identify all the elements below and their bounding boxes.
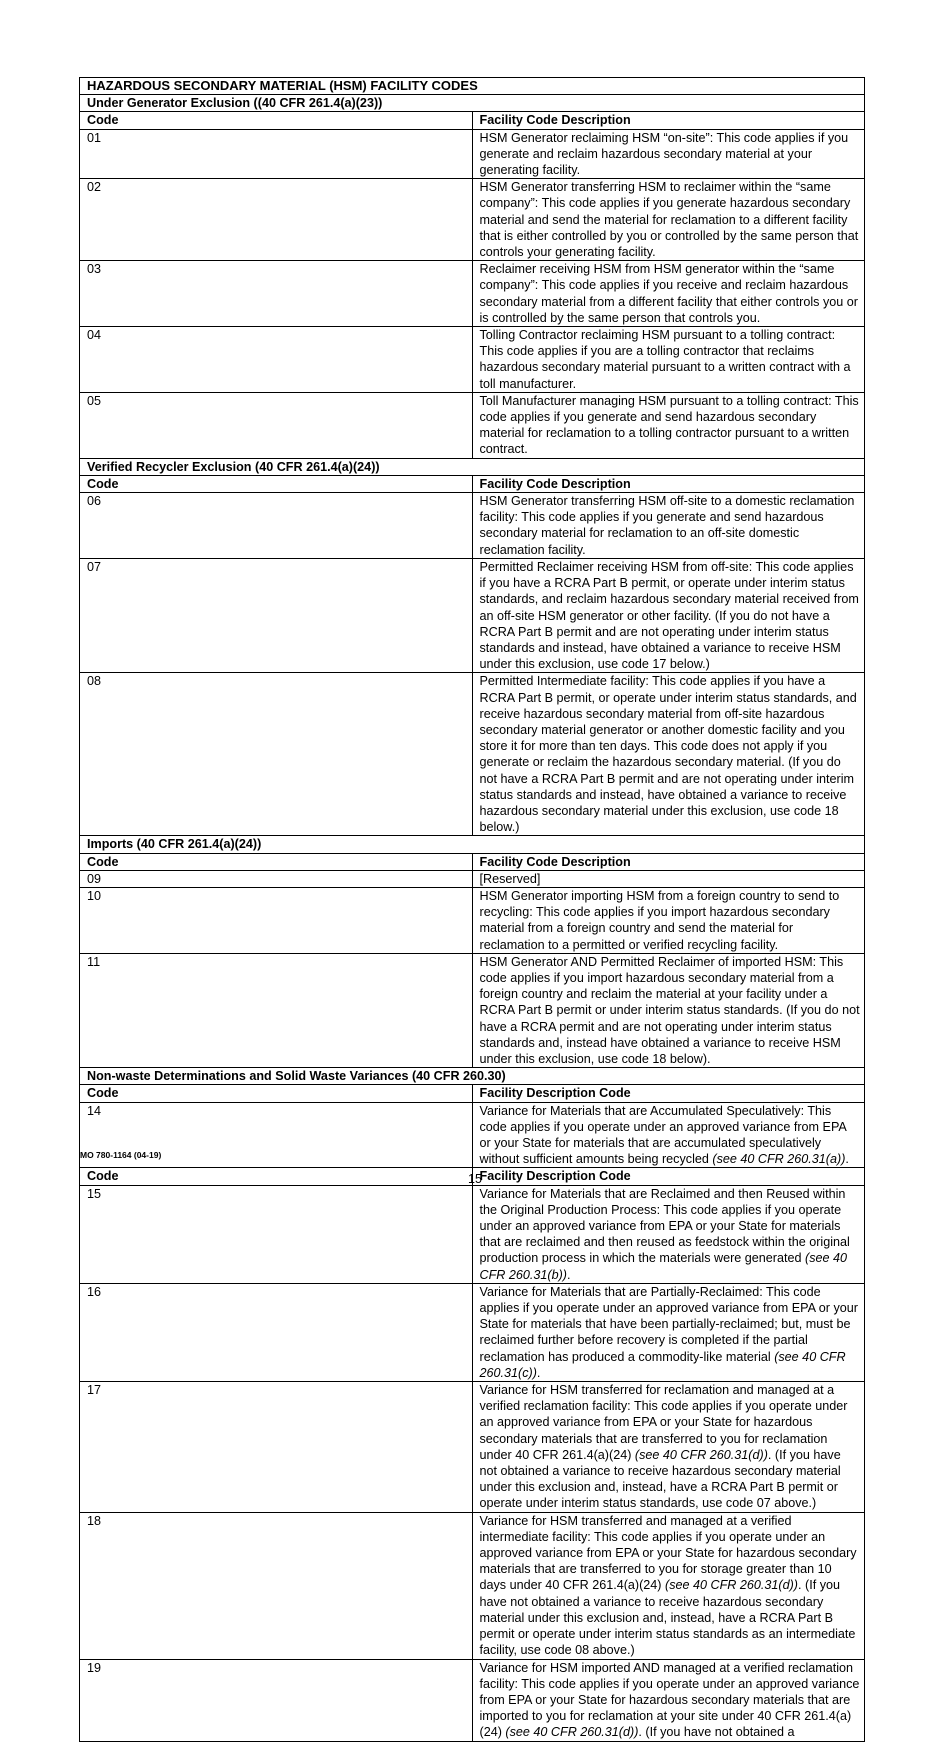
facility-description [472,1102,865,1168]
facility-code: 04 [80,327,473,393]
cfr-citation: (see 40 CFR 260.31(a)) [712,1152,846,1167]
description-column-header: Facility Code Description [472,475,865,492]
facility-code: 07 [80,558,473,672]
facility-code: 01 [80,129,473,179]
table-row [80,1512,865,1659]
facility-code: 17 [80,1382,473,1513]
facility-description [472,953,865,1067]
table-title-row [80,78,865,95]
cfr-citation: (see 40 CFR 260.31(d)) [505,1725,639,1740]
facility-code: 18 [80,1512,473,1659]
facility-description [472,493,865,559]
table-row [80,1283,865,1381]
facility-description [472,261,865,327]
facility-codes-page [79,77,865,1742]
section-heading: Verified Recycler Exclusion (40 CFR 261.4(a)(24)) [80,458,865,475]
description-text-continued: . (If you have not obtained a variance to receive hazardous secondary material under this exclusion and, instead, have a RCRA Part B permit or operate under interim status standards as an intermediate facility, use code 08 above.) [479,1578,856,1658]
facility-description [472,558,865,672]
facility-description [472,1382,865,1513]
description-text: Tolling Contractor reclaiming HSM pursuant to a tolling contract: This code applies if you are a tolling contractor that reclaims hazardous secondary material pursuant to a written contract with a toll manufacturer. [479,328,851,391]
code-column-header: Code [80,1168,473,1185]
facility-description [472,1512,865,1659]
code-column-header: Code [80,112,473,129]
table-row [80,673,865,836]
table-row [80,327,865,393]
cfr-citation: (see 40 CFR 260.31(d)) [665,1578,798,1593]
description-text: HSM Generator transferring HSM to reclaimer within the “same company”: This code applies if you generate hazardous secondary material and send the material for reclamation to a different facility that is either controlled by you or controlled by the same person that controls your generating facility. [479,180,859,260]
table-row [80,261,865,327]
section-heading: Imports (40 CFR 261.4(a)(24)) [80,836,865,853]
facility-description [472,392,865,458]
facility-codes-table [79,77,865,1742]
facility-code: 14 [80,1102,473,1168]
facility-code: 11 [80,953,473,1067]
table-row [80,1382,865,1513]
facility-code: 02 [80,179,473,261]
description-text: Permitted Intermediate facility: This code applies if you have a RCRA Part B permit, or operate under interim status standards, and receive hazardous secondary material from off-site hazardous secondary material generator or another domestic facility and you store it for more than ten days. This code does not apply if you generate or reclaim the hazardous secondary material. (If you do not have a RCRA Part B permit and are not operating under interim status standards and instead, have obtained a variance to receive hazardous secondary material under this exclusion, use code 18 below.) [479,674,857,835]
facility-code: 08 [80,673,473,836]
description-column-header: Facility Description Code [472,1085,865,1102]
facility-code: 19 [80,1659,473,1741]
description-column-header: Facility Code Description [472,112,865,129]
facility-code: 15 [80,1185,473,1283]
description-text: HSM Generator importing HSM from a foreign country to send to recycling: This code applies if you import hazardous secondary material from a foreign country and send the material for reclamation to a permitted or verified recycling facility. [479,888,840,952]
description-text: Reclaimer receiving HSM from HSM generator within the “same company”: This code applies if you receive and reclaim hazardous secondary material from a different facility that either controls you or is controlled by the same person that controls you. [479,262,858,325]
table-row [80,870,865,887]
facility-code: 09 [80,870,473,887]
facility-code: 03 [80,261,473,327]
facility-description [472,887,865,953]
description-text: Variance for Materials that are Reclaimed and then Reused within the Original Production Process: This code applies if you operate under an approved variance from EPA or your State for materials that are reclaimed and then reused as feedstock within the original production process in which the materials were generated [479,1186,850,1266]
description-text: [Reserved] [479,871,541,886]
facility-description [472,1283,865,1381]
facility-code: 10 [80,887,473,953]
column-header-row [80,112,865,129]
cfr-citation: (see 40 CFR 260.31(c)) [479,1349,846,1380]
column-header-row [80,853,865,870]
code-column-header: Code [80,475,473,492]
description-text-continued: . [536,1365,541,1380]
facility-description [472,129,865,179]
description-column-header: Facility Code Description [472,853,865,870]
section-heading-row [80,458,865,475]
cfr-citation: (see 40 CFR 260.31(d)) [634,1447,768,1462]
table-row [80,1659,865,1741]
description-text: Variance for Materials that are Accumulated Speculatively: This code applies if you operate under an approved variance from EPA or your State for materials that are accumulated speculatively without sufficient amounts being recycled [479,1103,847,1167]
table-row [80,1185,865,1283]
description-text: HSM Generator reclaiming HSM “on-site”: This code applies if you generate and reclaim hazardous secondary material at your generating facility. [479,130,849,178]
section-heading-row [80,95,865,112]
column-header-row [80,475,865,492]
facility-code: 16 [80,1283,473,1381]
code-column-header: Code [80,1085,473,1102]
facility-code: 06 [80,493,473,559]
table-row [80,1102,865,1168]
table-row [80,493,865,559]
description-text: Variance for HSM imported AND managed at a verified reclamation facility: This code applies if you operate under an approved variance from EPA or your State for hazardous secondary materials that are imported to you for reclamation at your site under 40 CFR 261.4(a)(24) [479,1660,860,1740]
table-row [80,953,865,1067]
facility-description [472,179,865,261]
description-text: Variance for HSM transferred for reclamation and managed at a verified reclamation facility: This code applies if you operate under an approved variance from EPA or your State for hazardous secondary materials that are transferred to you for reclamation under 40 CFR 261.4(a)(24) [479,1383,848,1462]
description-text-continued: . (If you have not obtained a [638,1725,795,1740]
table-row [80,392,865,458]
form-identifier: MO 780-1164 (04-19) [80,1150,162,1160]
column-header-row [80,1085,865,1102]
code-column-header: Code [80,853,473,870]
description-text: Variance for Materials that are Partially-Reclaimed: This code applies if you operate under an approved variance from EPA or your State for materials that have been partially-reclaimed; but, must be reclaimed further before recovery is completed if the partial reclamation has produced a commodity-like material [479,1284,859,1364]
table-row [80,129,865,179]
description-text: HSM Generator AND Permitted Reclaimer of imported HSM: This code applies if you import hazardous secondary material from a foreign country and reclaim the material at your facility under a RCRA Part B permit or under interim status standards. (If you do not have a RCRA permit and are not operating under interim status standards and, instead have obtained a variance to receive HSM under this exclusion, use code 18 below). [479,954,860,1066]
table-row [80,887,865,953]
description-text-continued: . (If you have not obtained a variance to receive hazardous secondary material under this exclusion and, instead, have a RCRA Part B permit or operate under interim status standards, use code 07 above.) [479,1447,841,1511]
facility-description [472,870,865,887]
facility-description [472,1659,865,1741]
description-text-continued: . [845,1152,849,1167]
facility-description [472,673,865,836]
description-column-header: Facility Description Code [472,1168,865,1185]
table-row [80,558,865,672]
table-row [80,179,865,261]
page-number: 15 [468,1172,482,1186]
description-text: HSM Generator transferring HSM off-site to a domestic reclamation facility: This code applies if you generate and send hazardous secondary material for reclamation to an off-site domestic reclamation facility. [479,494,855,557]
facility-description [472,327,865,393]
section-heading-row [80,1068,865,1085]
description-text: Permitted Reclaimer receiving HSM from off-site: This code applies if you have a RCRA Part B permit, or operate under interim status standards, and reclaim hazardous secondary material received from an off-site HSM generator or other facility. (If you do not have a RCRA Part B permit and are not operating under interim status standards and instead, have obtained a variance to receive HSM under this exclusion, use code 17 below.) [479,559,859,672]
description-text: Variance for HSM transferred and managed at a verified intermediate facility: This code applies if you operate under an approved variance from EPA or your State for hazardous secondary materials that are transferred to you for storage greater than 10 days under 40 CFR 261.4(a)(24) [479,1513,857,1593]
section-heading: Non-waste Determinations and Solid Waste Variances (40 CFR 260.30) [80,1068,865,1085]
cfr-citation: (see 40 CFR 260.31(b)) [479,1251,848,1282]
section-heading: Under Generator Exclusion ((40 CFR 261.4(a)(23)) [80,95,865,112]
description-text: Toll Manufacturer managing HSM pursuant to a tolling contract: This code applies if you generate and send hazardous secondary material for reclamation to a tolling contractor pursuant to a written contract. [479,393,859,457]
section-heading-row [80,836,865,853]
facility-description [472,1185,865,1283]
description-text-continued: . [567,1267,571,1282]
facility-code: 05 [80,392,473,458]
table-title: HAZARDOUS SECONDARY MATERIAL (HSM) FACILITY CODES [80,78,865,95]
